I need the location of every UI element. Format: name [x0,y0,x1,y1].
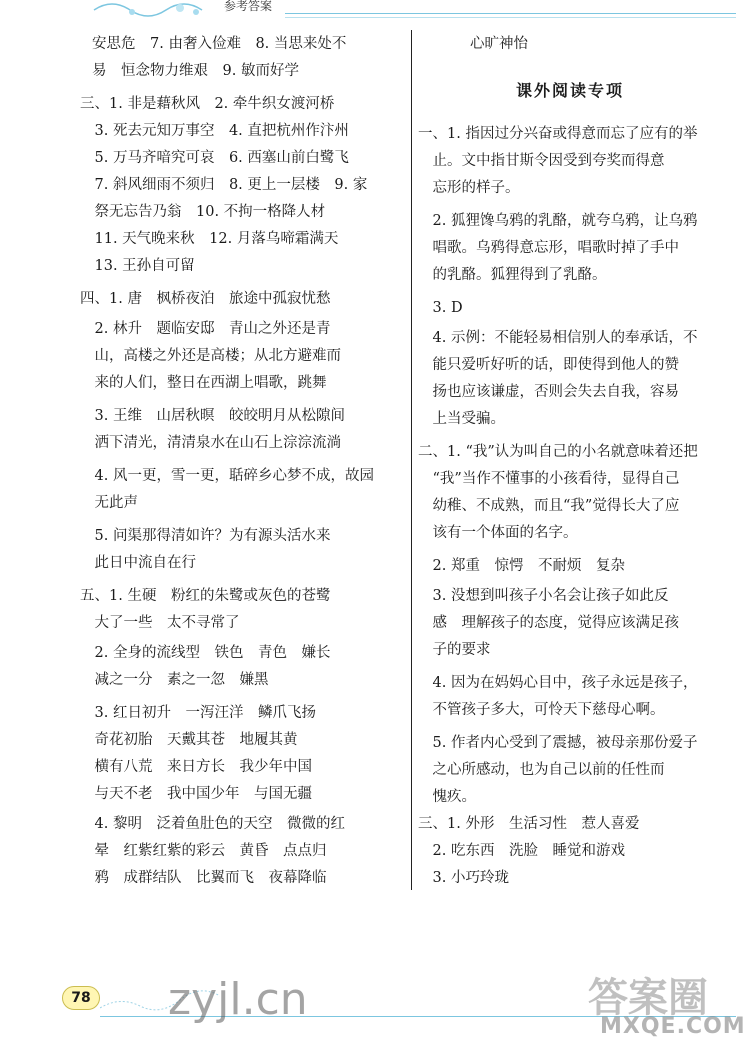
answer-line: 晕 红紫红紫的彩云 黄昏 点点归 [80,843,327,859]
answer-line: 子的要求 [418,642,491,658]
answer-line: 4. 黎明 泛着鱼肚色的天空 微微的红 [80,816,345,832]
answer-line: 来的人们，整日在西湖上唱歌，跳舞 [80,375,327,391]
answer-line: “我”当作不懂事的小孩看待，显得自己 [418,471,680,487]
answer-line: 3. 红日初升 一泻汪洋 鳞爪飞扬 [80,705,316,721]
answer-line: 5. 作者内心受到了震撼，被母亲那份爱子 [418,735,698,751]
answer-line: 止。文中指甘斯令因受到夸奖而得意 [418,153,665,169]
column-divider [411,30,412,890]
answer-line: 3. 小巧玲珑 [418,870,509,886]
answer-line: 祭无忘告乃翁 10. 不拘一格降人材 [80,204,326,220]
watermark-logo: 答案圈 [588,975,708,1021]
header-rule [285,13,736,14]
answer-line: 扬也应该谦虚，否则会失去自我，容易 [418,384,679,400]
answer-line: 上当受骗。 [418,411,505,427]
answer-line: 洒下清光，清清泉水在山石上淙淙流淌 [80,435,341,451]
answer-line: 2. 林升 题临安邸 青山之外还是青 [80,321,331,337]
answer-line: 3. 没想到叫孩子小名会让孩子如此反 [418,588,669,604]
answer-line: 5. 问渠那得清如许？为有源头活水来 [80,528,331,544]
watermark-url: MXQE.COM [600,1014,746,1039]
answer-line: 与天不老 我中国少年 与国无疆 [80,786,312,802]
answer-line: 2. 吃东西 洗脸 睡觉和游戏 [418,843,625,859]
page-footer [0,974,756,1040]
section-heading-line: 二、1. “我”认为叫自己的小名就意味着还把 [418,444,698,460]
answer-line: 减之一分 素之一忽 嫌黑 [80,672,269,688]
answer-line: 2. 全身的流线型 铁色 青色 嫌长 [80,645,331,661]
answer-line: 山，高楼之外还是高楼；从北方避难而 [80,348,341,364]
section-title: 课外阅读专项 [516,81,625,100]
answer-line: 愧疚。 [418,789,476,805]
answer-line: 5. 万马齐喑究可哀 6. 西塞山前白鹭飞 [80,150,349,166]
answer-line: 大了一些 太不寻常了 [80,615,240,631]
watermark-text: zyjl.cn [168,974,308,1025]
header-decoration-icon [92,0,222,20]
answer-line: 3. D [418,300,463,316]
answer-line: 11. 天气晚来秋 12. 月落乌啼霜满天 [80,231,339,247]
section-heading-line: 三、1. 非是藉秋风 2. 牵牛织女渡河桥 [80,96,335,112]
answer-line: 4. 风一更，雪一更，聒碎乡心梦不成，故园 [80,468,374,484]
answer-line: 幼稚、不成熟，而且“我”觉得长大了应 [418,498,680,514]
answer-line: 的乳酪。狐狸得到了乳酪。 [418,267,607,283]
answer-line: 3. 死去元知万事空 4. 直把杭州作汴州 [80,123,349,139]
section-heading-line: 四、1. 唐 枫桥夜泊 旅途中孤寂忧愁 [80,291,331,307]
answer-line: 3. 王维 山居秋暝 皎皎明月从松隙间 [80,408,345,424]
header-rule-secondary [285,17,736,18]
answer-line: 之心所感动，也为自己以前的任性而 [418,762,665,778]
page-number: 78 [62,986,100,1010]
answer-line: 不管孩子多大，可怜天下慈母心啊。 [418,702,665,718]
answer-line: 4. 示例：不能轻易相信别人的奉承话，不 [418,330,698,346]
section-heading-line: 一、1. 指因过分兴奋或得意而忘了应有的举 [418,126,698,142]
answer-line: 忘形的样子。 [418,180,520,196]
answer-line: 该有一个体面的名字。 [418,525,578,541]
answer-line: 奇花初胎 天戴其苍 地履其黄 [80,732,298,748]
answer-line: 7. 斜风细雨不须归 8. 更上一层楼 9. 家 [80,177,368,193]
answer-line: 安思危 7. 由奢入俭难 8. 当思来处不 [92,36,347,52]
answer-line: 横有八荒 来日方长 我少年中国 [80,759,312,775]
answer-line: 2. 狐狸馋乌鸦的乳酪，就夸乌鸦，让乌鸦 [418,213,698,229]
answer-line: 感 理解孩子的态度，觉得应该满足孩 [418,615,679,631]
page-header [0,0,756,24]
answer-line: 13. 王孙自可留 [80,258,195,274]
answer-line: 心旷神怡 [470,36,528,52]
section-heading-line: 三、1. 外形 生活习性 惹人喜爱 [418,816,640,832]
answer-line: 此日中流自在行 [80,555,196,571]
answer-line: 能只爱听好听的话，即使得到他人的赞 [418,357,679,373]
answer-line: 唱歌。乌鸦得意忘形，唱歌时掉了手中 [418,240,679,256]
answer-line: 鸦 成群结队 比翼而飞 夜幕降临 [80,870,327,886]
answer-line: 2. 郑重 惊愕 不耐烦 复杂 [418,558,625,574]
section-heading-line: 五、1. 生硬 粉红的朱鹭或灰色的苍鹭 [80,588,331,604]
answer-line: 易 恒念物力维艰 9. 敏而好学 [92,63,299,79]
page-header-title: 参考答案 [224,0,273,13]
answer-line: 无此声 [80,495,138,511]
answer-line: 4. 因为在妈妈心目中，孩子永远是孩子， [418,675,698,691]
